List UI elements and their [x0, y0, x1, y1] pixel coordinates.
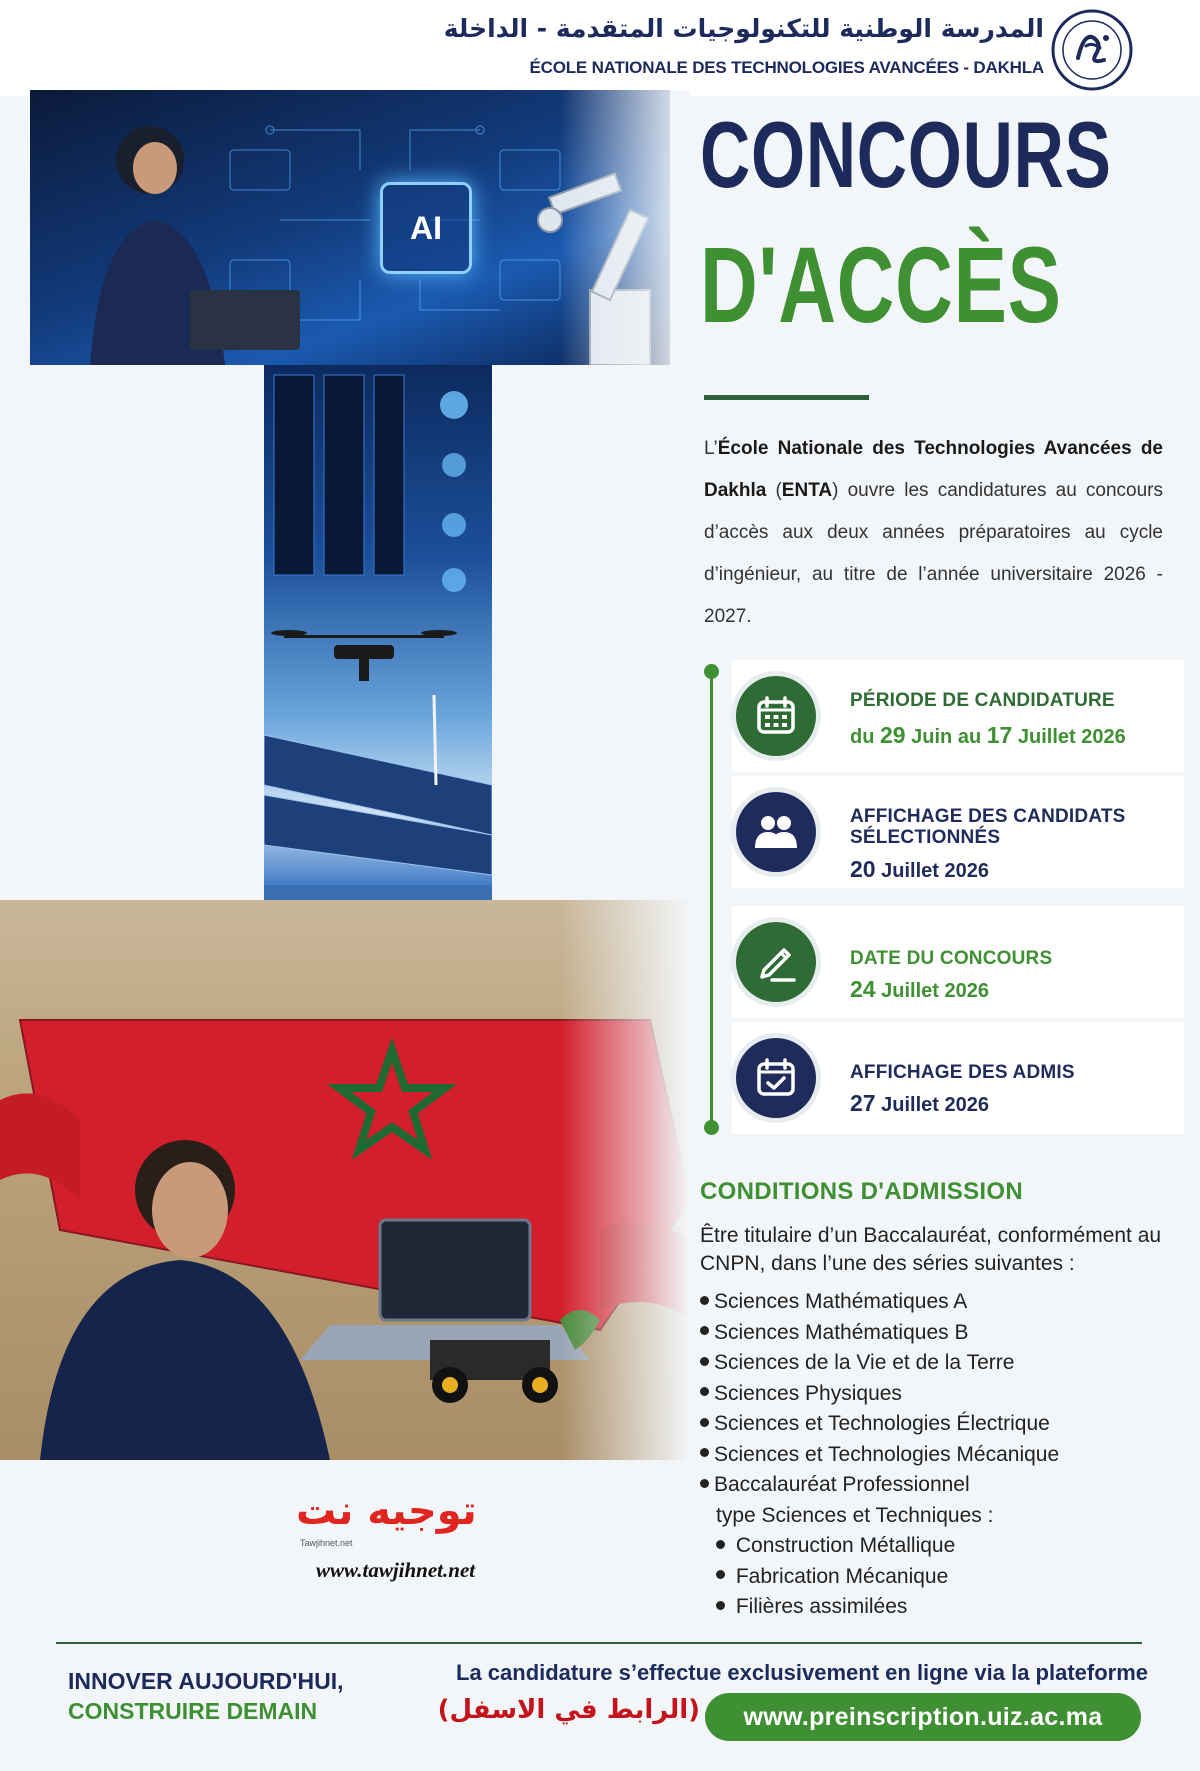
timeline-item-selected-candidates: [732, 776, 1184, 888]
list-item: Sciences Physiques: [700, 1379, 1170, 1410]
watermark-brand: توجيه نت: [296, 1488, 477, 1534]
list-item: Sciences et Technologies Mécanique: [700, 1440, 1170, 1471]
conditions-list: [700, 1287, 1170, 1623]
list-sub-item: Construction Métallique: [700, 1531, 1170, 1562]
intro-acronym: ENTA: [781, 480, 833, 501]
timeline-end-dot: [704, 1120, 719, 1135]
pencil-icon: [736, 922, 816, 1002]
timeline-line: [710, 670, 713, 1128]
slogan-line-2: CONSTRUIRE DEMAIN: [68, 1698, 318, 1724]
list-sub-item: Filières assimilées: [700, 1592, 1170, 1623]
slogan-line-1: INNOVER AUJOURD'HUI,: [68, 1668, 344, 1694]
timeline-start-dot: [704, 664, 719, 679]
watermark-url: www.tawjihnet.net: [316, 1558, 476, 1582]
calendar-check-icon: [736, 1038, 816, 1118]
calendar-icon: [736, 676, 816, 756]
timeline-label: AFFICHAGE DES ADMIS: [850, 1062, 1075, 1083]
list-item-continuation: type Sciences et Techniques :: [716, 1503, 994, 1527]
list-item: Sciences et Technologies Électrique: [700, 1409, 1170, 1440]
intro-paragraph: L’École Nationale des Technologies Avancées de Dakhla (ENTA) ouvre les candidatures au concours d’accès aux deux années préparatoires au cycle d’ingénieur, au titre de l’année universitaire 2026 - 2027.: [704, 438, 1164, 627]
solar-panels-icon: [264, 735, 492, 875]
ai-badge: AI: [380, 182, 472, 274]
conditions-intro: Être titulaire d’un Baccalauréat, conformément au CNPN, dans l’une des séries suivantes :: [700, 1224, 1162, 1275]
preinscription-link[interactable]: www.preinscription.uiz.ac.ma: [705, 1693, 1141, 1741]
school-name-fr: ÉCOLE NATIONALE DES TECHNOLOGIES AVANCÉES - DAKHLA: [529, 58, 1044, 77]
list-item: Baccalauréat Professionnel: [700, 1470, 1170, 1501]
list-item: Sciences Mathématiques A: [700, 1287, 1170, 1318]
student-laptop-icon: [0, 1070, 640, 1460]
watermark-small: Tawjihnet.net: [300, 1538, 353, 1548]
timeline-label: PÉRIODE DE CANDIDATURE: [850, 690, 1115, 711]
list-item: Sciences Mathématiques B: [700, 1318, 1170, 1349]
person-silhouette-icon: [90, 126, 300, 365]
timeline-label: DATE DU CONCOURS: [850, 948, 1053, 969]
timeline-item-admitted: [732, 1022, 1184, 1134]
users-icon: [736, 792, 816, 872]
wind-turbine-icon: [434, 695, 436, 785]
conditions-title: CONDITIONS D'ADMISSION: [700, 1178, 1023, 1205]
list-sub-item: Fabrication Mécanique: [700, 1562, 1170, 1593]
timeline-date: 20 Juillet 2026: [850, 856, 989, 882]
drone-icon: [271, 630, 457, 681]
header: [0, 0, 1200, 96]
footer-divider: [56, 1642, 1142, 1644]
timeline-date: 27 Juillet 2026: [850, 1090, 989, 1116]
title-line-2: D'ACCÈS: [700, 224, 1062, 345]
list-item: Sciences de la Vie et de la Terre: [700, 1348, 1170, 1379]
timeline-date: du 29 Juin au 17 Juillet 2026: [850, 722, 1126, 748]
timeline-date: 24 Juillet 2026: [850, 976, 989, 1002]
title-line-1: CONCOURS: [700, 102, 1112, 207]
robot-car-icon: [430, 1340, 558, 1403]
school-name-ar: المدرسة الوطنية للتكنولوجيات المتقدمة - الداخلة: [443, 14, 1044, 43]
timeline-item-exam-date: [732, 906, 1184, 1018]
tawjihnet-watermark: [296, 1488, 536, 1618]
timeline-item-application-period: [732, 660, 1184, 772]
intro-school-name: École Nationale des Technologies Avancées de Dakhla: [704, 438, 1163, 501]
link-hint-ar: (الرابط في الاسفل): [437, 1695, 700, 1725]
title-divider: [704, 395, 869, 400]
hero-illustration: [0, 90, 690, 1560]
platform-text: La candidature s’effectue exclusivement en ligne via la plateforme: [456, 1660, 1149, 1685]
university-seal-icon: [1050, 8, 1134, 92]
timeline-label: AFFICHAGE DES CANDIDATS SÉLECTIONNÉS: [850, 806, 1126, 848]
